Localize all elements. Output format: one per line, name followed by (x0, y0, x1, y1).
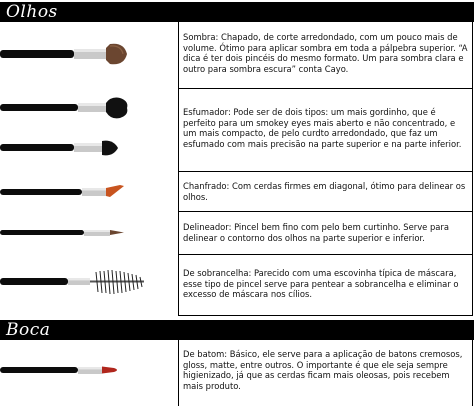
angled-brush-icon (0, 182, 140, 202)
list-item-sobrancelha (183, 268, 469, 300)
blending-brush-compact-icon (0, 136, 140, 160)
description-sombra: Sombra: Chapado, de corte arredondado, com um pouco mais de volume. Ótimo para aplicar sombra em toda a pálpebra superior. “A dica é ter dois pincéis do mesmo formato. Um para sombra clara e outro para sombra escura” conta Cayo. (183, 32, 468, 74)
flat-shader-brush-icon (0, 36, 140, 72)
table-vertical-divider (178, 340, 179, 406)
table-right-border (472, 22, 473, 316)
section-title-olhos: Olhos (6, 2, 58, 22)
description-esfumador: Esfumador: Pode ser de dois tipos: um mais gordinho, que é perfeito para um smokey eyes mais aberto e não concentrado, e um mais compacto, de pelo curdto arredondado, que faz um esfumado com mais precisão na parte superior e na parte inferior. (183, 107, 462, 149)
list-item-batom (183, 349, 469, 391)
list-item-delineador (183, 222, 469, 243)
row-divider (178, 254, 473, 255)
row-divider (178, 315, 473, 316)
lip-brush-icon (0, 360, 140, 380)
list-item-sombra (183, 32, 469, 74)
spoolie-brush-icon (0, 268, 150, 296)
description-batom: De batom: Básico, ele serve para a aplicação de batons cremosos, gloss, matte, entre outros. O importante é que ele seja sempre higienizado, já que as cerdas ficam mais oleosas, pois recebem mais produto. (183, 349, 463, 391)
row-divider (178, 171, 473, 172)
list-item-esfumador (183, 107, 469, 149)
list-item-chanfrado (183, 181, 469, 202)
description-delineador: Delineador: Pincel bem fino com pelo bem curtinho. Serve para delinear o contorno dos olhos na parte superior e inferior. (183, 222, 449, 243)
description-sobrancelha: De sobrancelha: Parecido com uma escovinha típica de máscara, esse tipo de pincel serve para pentear a sobrancelha e eliminar o excesso de máscara nos cílios. (183, 268, 459, 300)
section-title-boca: Boca (6, 320, 51, 340)
blending-brush-fluffy-icon (0, 96, 140, 120)
table-right-border (472, 340, 473, 406)
description-chanfrado: Chanfrado: Com cerdas firmes em diagonal, ótimo para delinear os olhos. (183, 181, 466, 202)
row-divider (178, 88, 473, 89)
section-bar-olhos (0, 2, 474, 22)
section-bar-boca (0, 320, 474, 340)
row-divider (178, 211, 473, 212)
table-vertical-divider (178, 22, 179, 316)
liner-brush-icon (0, 225, 140, 241)
